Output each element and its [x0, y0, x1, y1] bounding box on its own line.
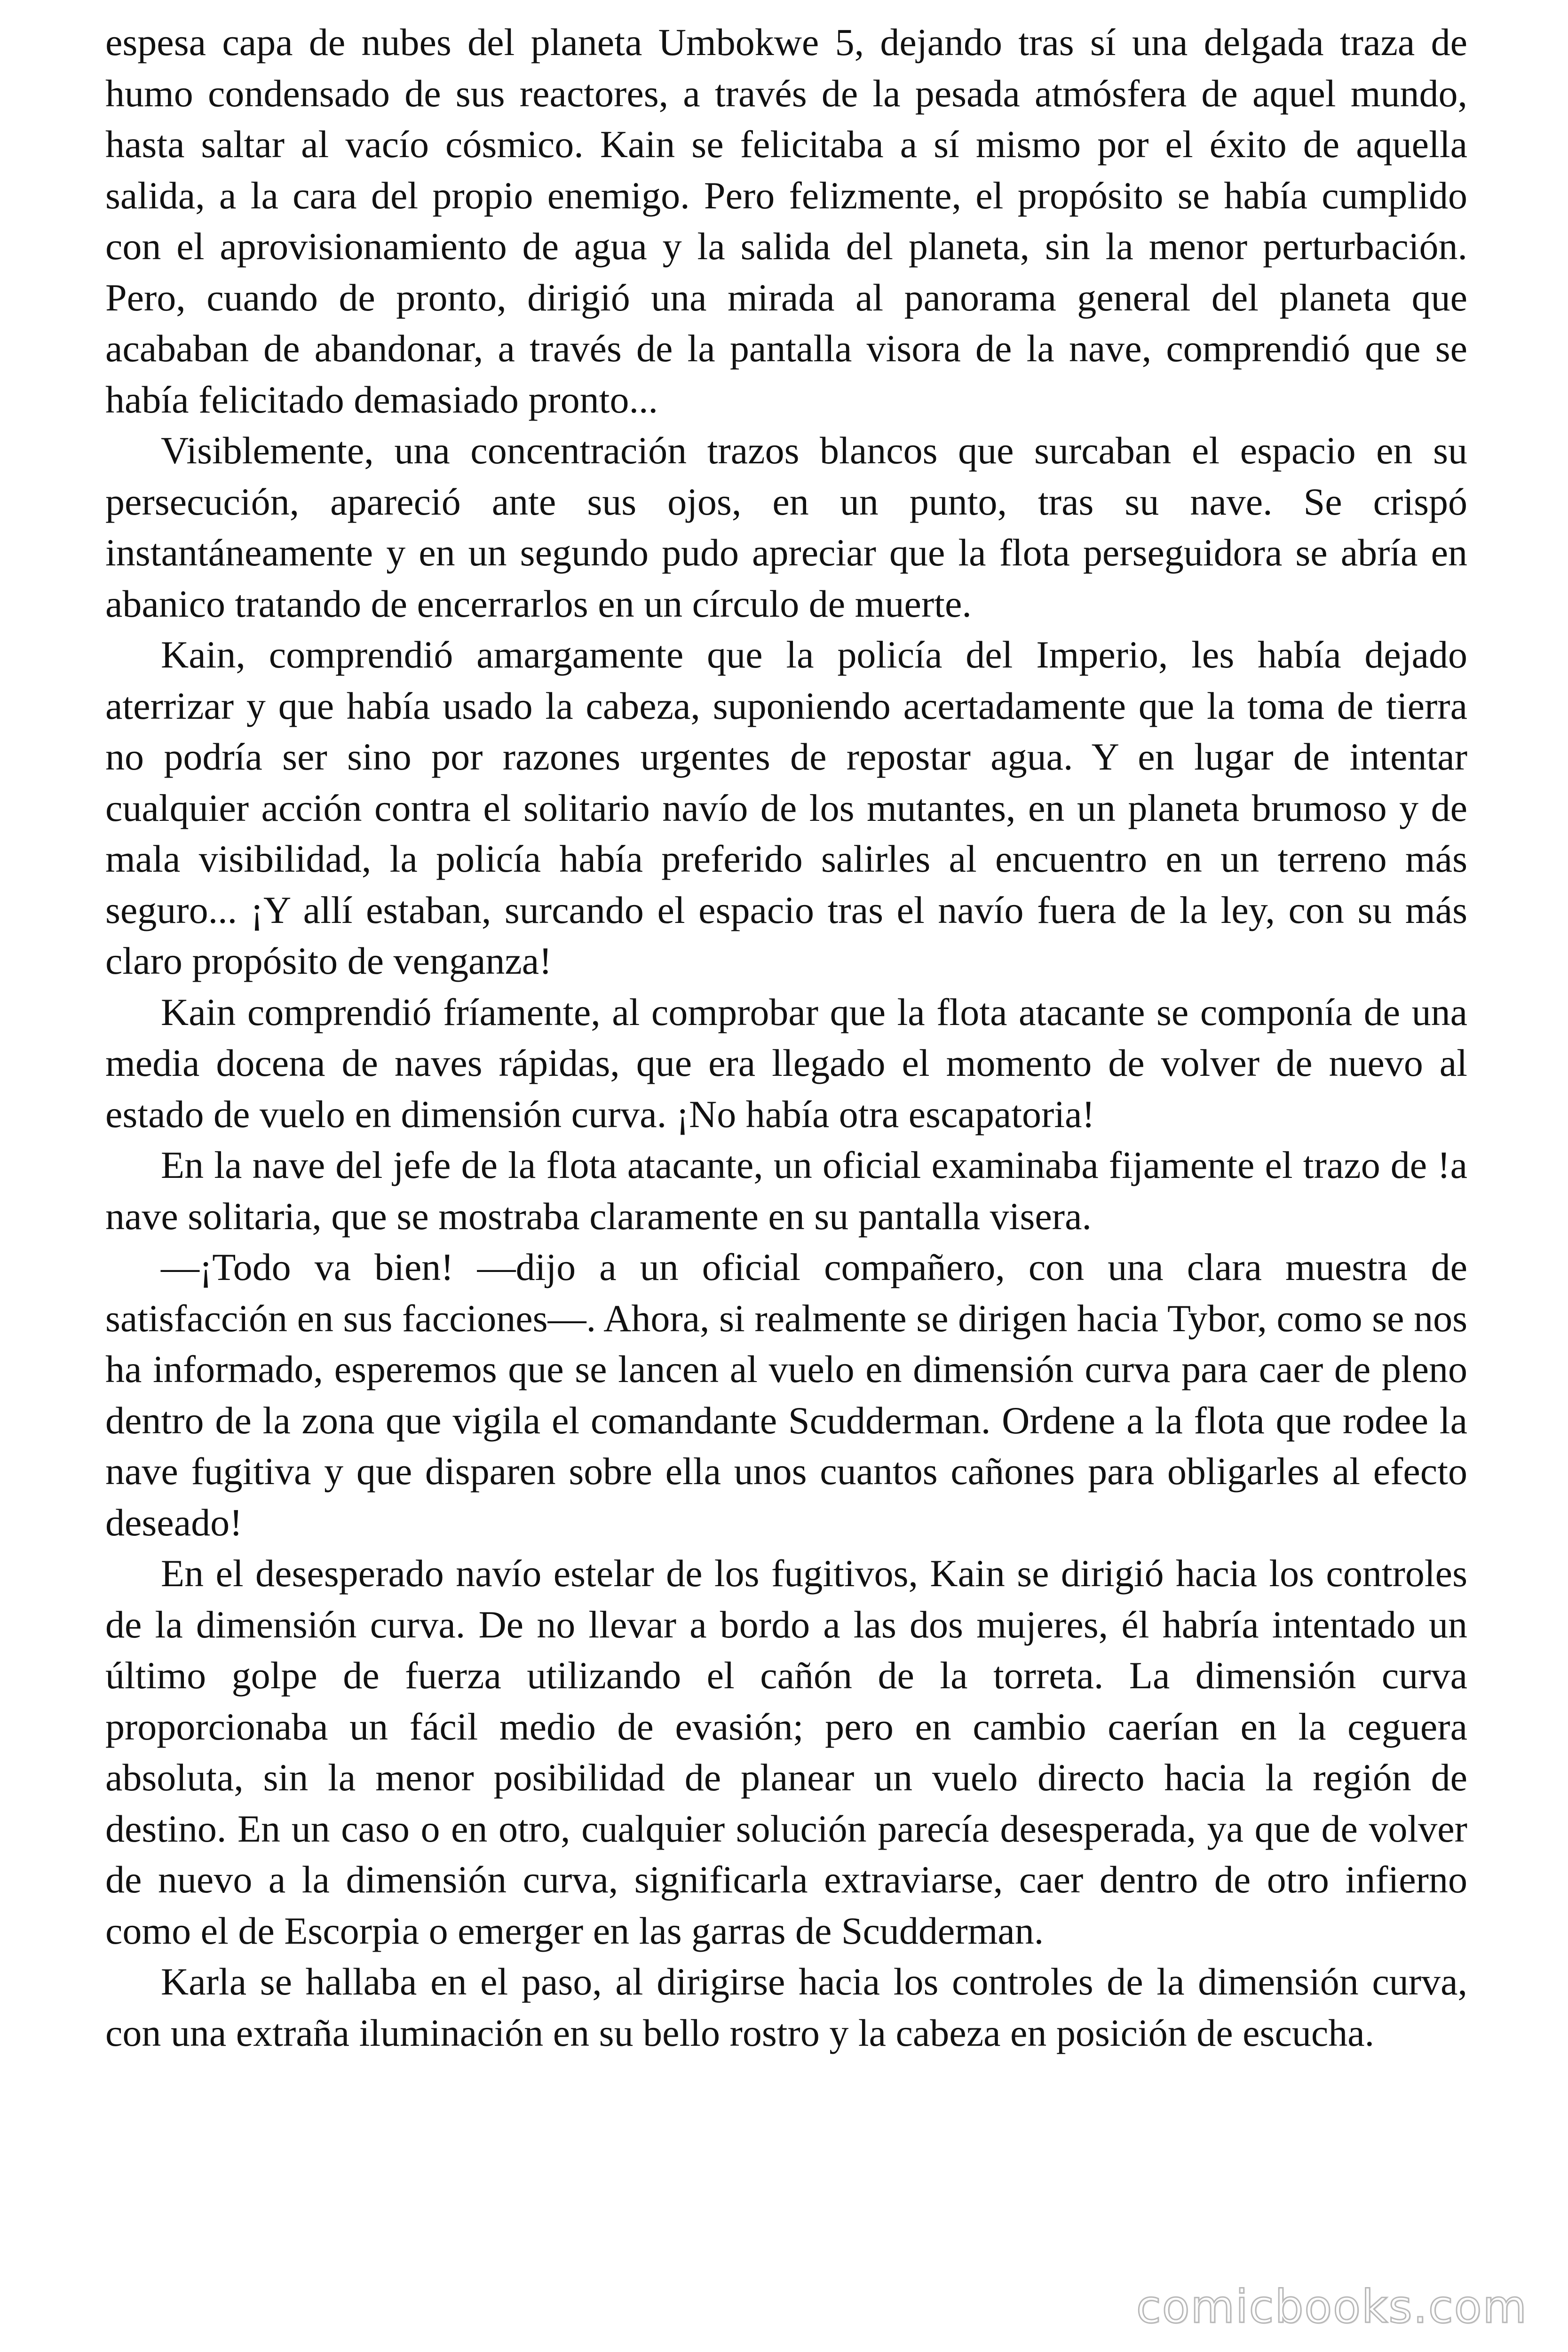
paragraph-1: espesa capa de nubes del planeta Umbokwe 5, dejando tras sí una delgada traza de humo condensado de sus reactores, a través de la pesada atmósfera de aquel mundo, hasta saltar al vacío cósmico. Kain se felicitaba a sí mismo por el éxito de aquella salida, a la cara del propio enemigo. Pero felizmente, el propósito se había cumplido con el aprovisionamiento de agua y la salida del planeta, sin la menor perturbación. Pero, cuando de pronto, dirigió una mirada al panorama general del planeta que acababan de abandonar, a través de la pantalla visora de la nave, comprendió que se había felicitado demasiado pronto... — [105, 21, 1467, 421]
watermark: comicbooks.com — [1136, 2280, 1528, 2333]
paragraph-4: Kain comprendió fríamente, al comprobar que la flota atacante se componía de una media docena de naves rápidas, que era llegado el momento de volver de nuevo al estado de vuelo en dimensión curva. ¡No había otra escapatoria! — [105, 990, 1467, 1136]
paragraph-7: En el desesperado navío estelar de los fugitivos, Kain se dirigió hacia los controles de la dimensión curva. De no llevar a bordo a las dos mujeres, él habría intentado un último golpe de fuerza utilizando el cañón de la torreta. La dimensión curva proporcionaba un fácil medio de evasión; pero en cambio caerían en la ceguera absoluta, sin la menor posibilidad de planear un vuelo directo hacia la región de destino. En un caso o en otro, cualquier solución parecía desesperada, ya que de volver de nuevo a la dimensión curva, significarla extraviarse, caer dentro de otro infierno como el de Escorpia o emerger en las garras de Scudderman. — [105, 1552, 1467, 1952]
body-text — [105, 17, 1467, 2058]
paragraph-2: Visiblemente, una concentración trazos blancos que surcaban el espacio en su persecución, apareció ante sus ojos, en un punto, tras su nave. Se crispó instantáneamente y en un segundo pudo apreciar que la flota perseguidora se abría en abanico tratando de encerrarlos en un círculo de muerte. — [105, 429, 1467, 625]
paragraph-5: En la nave del jefe de la flota atacante, un oficial examinaba fijamente el trazo de !a nave solitaria, que se mostraba claramente en su pantalla visera. — [105, 1144, 1467, 1238]
paragraph-6: —¡Todo va bien! —dijo a un oficial compañero, con una clara muestra de satisfacción en sus facciones—. Ahora, si realmente se dirigen hacia Tybor, como se nos ha informado, esperemos que se lancen al vuelo en dimensión curva para caer de pleno dentro de la zona que vigila el comandante Scudderman. Ordene a la flota que rodee la nave fugitiva y que disparen sobre ella unos cuantos cañones para obligarles al efecto deseado! — [105, 1246, 1467, 1544]
paragraph-8: Karla se hallaba en el paso, al dirigirse hacia los controles de la dimensión curva, con una extraña iluminación en su bello rostro y la cabeza en posición de escucha. — [105, 1960, 1467, 2054]
paragraph-3: Kain, comprendió amargamente que la policía del Imperio, les había dejado aterrizar y que había usado la cabeza, suponiendo acertadamente que la toma de tierra no podría ser sino por razones urgentes de repostar agua. Y en lugar de intentar cualquier acción contra el solitario navío de los mutantes, en un planeta brumoso y de mala visibilidad, la policía había preferido salirles al encuentro en un terreno más seguro... ¡Y allí estaban, surcando el espacio tras el navío fuera de la ley, con su más claro propósito de venganza! — [105, 633, 1467, 982]
